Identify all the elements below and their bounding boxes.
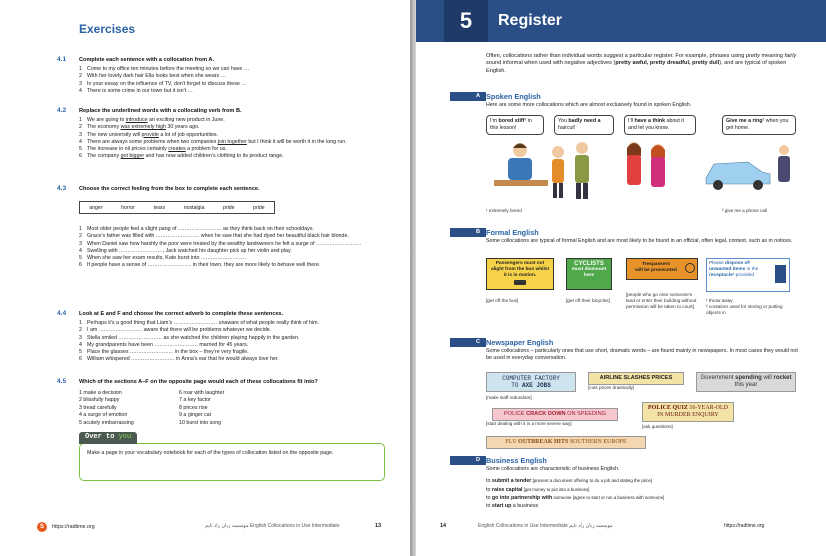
- section-a-title: Spoken English: [486, 92, 541, 101]
- headline-computer-factory: COMPUTER FACTORY TO AXE JOBS: [486, 372, 576, 392]
- exercise-4-2-heading: 4.2 Replace the underlined words with a collocating verb from B.: [57, 107, 242, 114]
- list-item: 4 My grandparents have been .......................... married for 45 years.: [79, 341, 249, 348]
- list-item: 4 Swelling with .........................., Jack watched his daughter pick up her violin and play.: [79, 247, 292, 254]
- page-number: 13: [375, 523, 382, 529]
- list-item: 5 Place the glasses .......................... in the box – they’re very fragile.: [79, 349, 249, 356]
- list-item: 6 If people have a sense of .......................... in their town, they are more likely to behave well there.: [79, 262, 321, 269]
- list-item: to start up a business: [486, 502, 539, 509]
- exercise-4-5-heading: 4.5 Which of the sections A–F on the opposite page would each of these collocations fit into?: [57, 378, 318, 385]
- unit-title: Register: [498, 12, 563, 29]
- exercise-4-4-heading: 4.4 Look at E and F and choose the correct adverb to complete these sentences.: [57, 310, 284, 317]
- people-illustration: [486, 138, 802, 200]
- box-word: anger: [89, 204, 103, 211]
- left-page: [0, 0, 410, 556]
- list-item: 3 In your essay on the influence of TV, don’t forget to discuss these …: [79, 80, 247, 87]
- box-word: nostalgia: [183, 204, 205, 211]
- dispose-notice-sign: Please dispose of¹ unwanted items in the receptacle² provided: [706, 258, 790, 292]
- intro-paragraph: Often, collocations rather than individual words suggest a particular register. For example, phrases using pretty meaning fairly sound informal when used with negative adjectives (pretty awful, pretty dreadful, pretty dull), and are typical of spoken English.: [486, 53, 797, 74]
- section-b-desc: Some collocations are typical of formal English and are most likely to be found in an official, often legal, context, such as in notices.: [486, 238, 793, 244]
- headline-government: Government spending will rocket this year: [696, 372, 796, 392]
- list-item: 1 Perhaps it’s a good thing that Liam’s .......................... unaware of what people really think of him.: [79, 320, 320, 326]
- feelings-box: [79, 201, 275, 214]
- list-item: to go into partnership with someone [agree to start or run a business with someone]: [486, 495, 665, 502]
- box-word: horror: [121, 204, 135, 211]
- caption: ¹ throw away ² container used for storing or putting objects in: [706, 298, 783, 316]
- right-page: [416, 0, 826, 556]
- caption: [ask questions]: [642, 424, 673, 429]
- footnote: ² give me a phone call: [722, 208, 767, 213]
- headline-police-quiz: POLICE QUIZ 16-YEAR-OLD IN MURDER ENQUIRY: [642, 402, 734, 422]
- section-b-title: Formal English: [486, 228, 539, 237]
- radtime-logo-icon: S: [37, 522, 47, 532]
- headline-airline: AIRLINE SLASHES PRICES: [588, 372, 684, 385]
- list-item: 5 The increase in oil prices certainly creates a problem for us.: [79, 146, 227, 153]
- trespassers-sign: Trespassers will be prosecuted: [626, 258, 698, 280]
- right-footer-title: English Collocations in Use Intermediate موسسه زبان راد تایم: [478, 523, 613, 529]
- bored-student-figure: [494, 143, 548, 186]
- list-item: 5 When she saw her exam results, Kate burst into ...........................: [79, 255, 246, 262]
- exercise-4-5-columns: 1 make a decision 2 blissfully happy 3 tread carefully 4 a surge of emotion 5 acutely embarrassing 6 roar with laughter 7 a key factor 8 prices rise 9 a ginger cat 10 burst into song: [79, 390, 225, 426]
- caption: [cuts prices drastically]: [588, 385, 635, 390]
- footnote: ¹ extremely bored: [486, 208, 522, 213]
- unit-header: [416, 0, 826, 42]
- list-item: 4 There are always some problems when two companies join together but I think it will be worth it in the long run.: [79, 138, 347, 145]
- list-item: 1 Come to my office ten minutes before the meeting so we can have …: [79, 66, 250, 72]
- list-item: 6 William whispered .......................... in Anna’s ear that he would always love her.: [79, 356, 279, 363]
- left-footer-title: موسسه زبان راد تایم English Collocations in Use Intermediate: [205, 523, 340, 529]
- box-word: pride: [223, 204, 235, 211]
- over-to-you-text: Make a page in your vocabulary notebook for each of the types of collocation listed on the opposite page.: [87, 450, 334, 456]
- list-item: 3 When Daniel saw how harshly the poor were treated by the wealthy landowners he felt a surge of ...........................: [79, 240, 362, 247]
- list-item: to raise capital [get money to put into a business]: [486, 486, 590, 493]
- list-item: 6 The company got bigger and has now added children’s clothing to its product range.: [79, 153, 284, 160]
- list-item: to submit a tender [present a document offering to do a job and stating the price]: [486, 478, 653, 484]
- list-item: 2 With her lovely dark hair Ella looks best when she wears …: [79, 73, 226, 80]
- list-item: 3 Stella smiled .......................... as she watched the children playing happily in the garden.: [79, 334, 300, 341]
- car-figure: [706, 145, 790, 190]
- section-c-desc: Some collocations – particularly ones that use short, dramatic words – are found mainly in newspapers. In most cases they would not be used in everyday conversation.: [486, 348, 798, 361]
- section-c-marker: C: [450, 338, 486, 347]
- parent-child-figure: [552, 142, 589, 199]
- box-word: tears: [153, 204, 166, 211]
- section-d-title: Business English: [486, 456, 547, 465]
- section-d-marker: D: [450, 456, 486, 465]
- page-number: 14: [440, 523, 447, 529]
- page-title: Exercises: [79, 22, 136, 36]
- bin-icon: [775, 265, 786, 283]
- section-d-desc: Some collocations are characteristic of business English.: [486, 466, 620, 472]
- speech-bubble: Give me a ring² when you get home.: [722, 115, 796, 135]
- list-item: 1 Most older people feel a slight pang of .......................... as they think back on their schooldays.: [79, 226, 314, 232]
- unit-number: 5: [444, 0, 488, 42]
- speech-bubble: You badly need a haircut!: [554, 115, 614, 135]
- list-item: 1 We are going to introduce an exciting new product in June.: [79, 117, 225, 123]
- business-collocations-list: [486, 477, 806, 510]
- exercise-4-1-heading: 4.1 Complete each sentence with a collocation from A.: [57, 56, 215, 63]
- list-item: 3 The new university will provide a lot of job opportunities.: [79, 131, 219, 138]
- headline-flu-outbreak: FLU OUTBREAK HITS SOUTHERN EUROPE: [486, 436, 646, 449]
- over-to-you-box: [79, 433, 385, 481]
- left-footer-link[interactable]: S https://radtime.org: [37, 522, 95, 532]
- bus-notice-sign: Passengers must not alight from the bus whilst it is in motion.: [486, 258, 554, 290]
- caption: [make staff redundant]: [486, 395, 532, 400]
- list-item: 2 The economy was extremely high 30 years ago.: [79, 124, 200, 131]
- speech-bubble: I’ll have a think about it and let you know.: [624, 115, 696, 135]
- list-item: 2 Grace’s father was filled with .......................... when he saw that she had dyed her beautiful black hair blonde.: [79, 233, 349, 240]
- over-to-you-tab: Over to you: [79, 432, 137, 444]
- exercise-4-2-list: [79, 117, 389, 161]
- bus-icon: [514, 280, 526, 285]
- no-entry-icon: [685, 263, 695, 273]
- section-a-desc: Here are some more collocations which are almost exclusively found in spoken English.: [486, 102, 692, 108]
- speech-bubble: I’m bored stiff¹ in this lesson!: [486, 115, 544, 135]
- caption: [get off the bus]: [486, 298, 519, 303]
- section-a-marker: A: [450, 92, 486, 101]
- box-word: pride: [253, 204, 265, 211]
- exercise-4-1-list: [79, 66, 249, 95]
- exercise-4-3-heading: 4.3 Choose the correct feeling from the box to complete each sentence.: [57, 185, 260, 192]
- exercise-4-4-list: [79, 320, 389, 364]
- right-footer-link[interactable]: https://radtime.org: [724, 523, 765, 529]
- section-b-marker: B: [450, 228, 486, 237]
- caption: [start dealing with it in a more severe way]: [486, 421, 572, 426]
- caption: [get off their bicycles]: [566, 298, 610, 303]
- two-women-figure: [627, 142, 665, 187]
- caption: [people who go onto someone’s land or enter their building without permission will be taken to court]: [626, 292, 697, 310]
- headline-police-crack-down: POLICE CRACK DOWN ON SPEEDING: [492, 408, 618, 421]
- section-c-title: Newspaper English: [486, 338, 554, 347]
- list-item: 2 I am .......................... aware that there will be problems whatever we decide.: [79, 327, 272, 334]
- exercise-4-3-list: [79, 226, 389, 270]
- cyclists-sign: CYCLISTS must dismount here: [566, 258, 612, 290]
- list-item: 4 There is some crime in our town but it isn’t …: [79, 87, 193, 94]
